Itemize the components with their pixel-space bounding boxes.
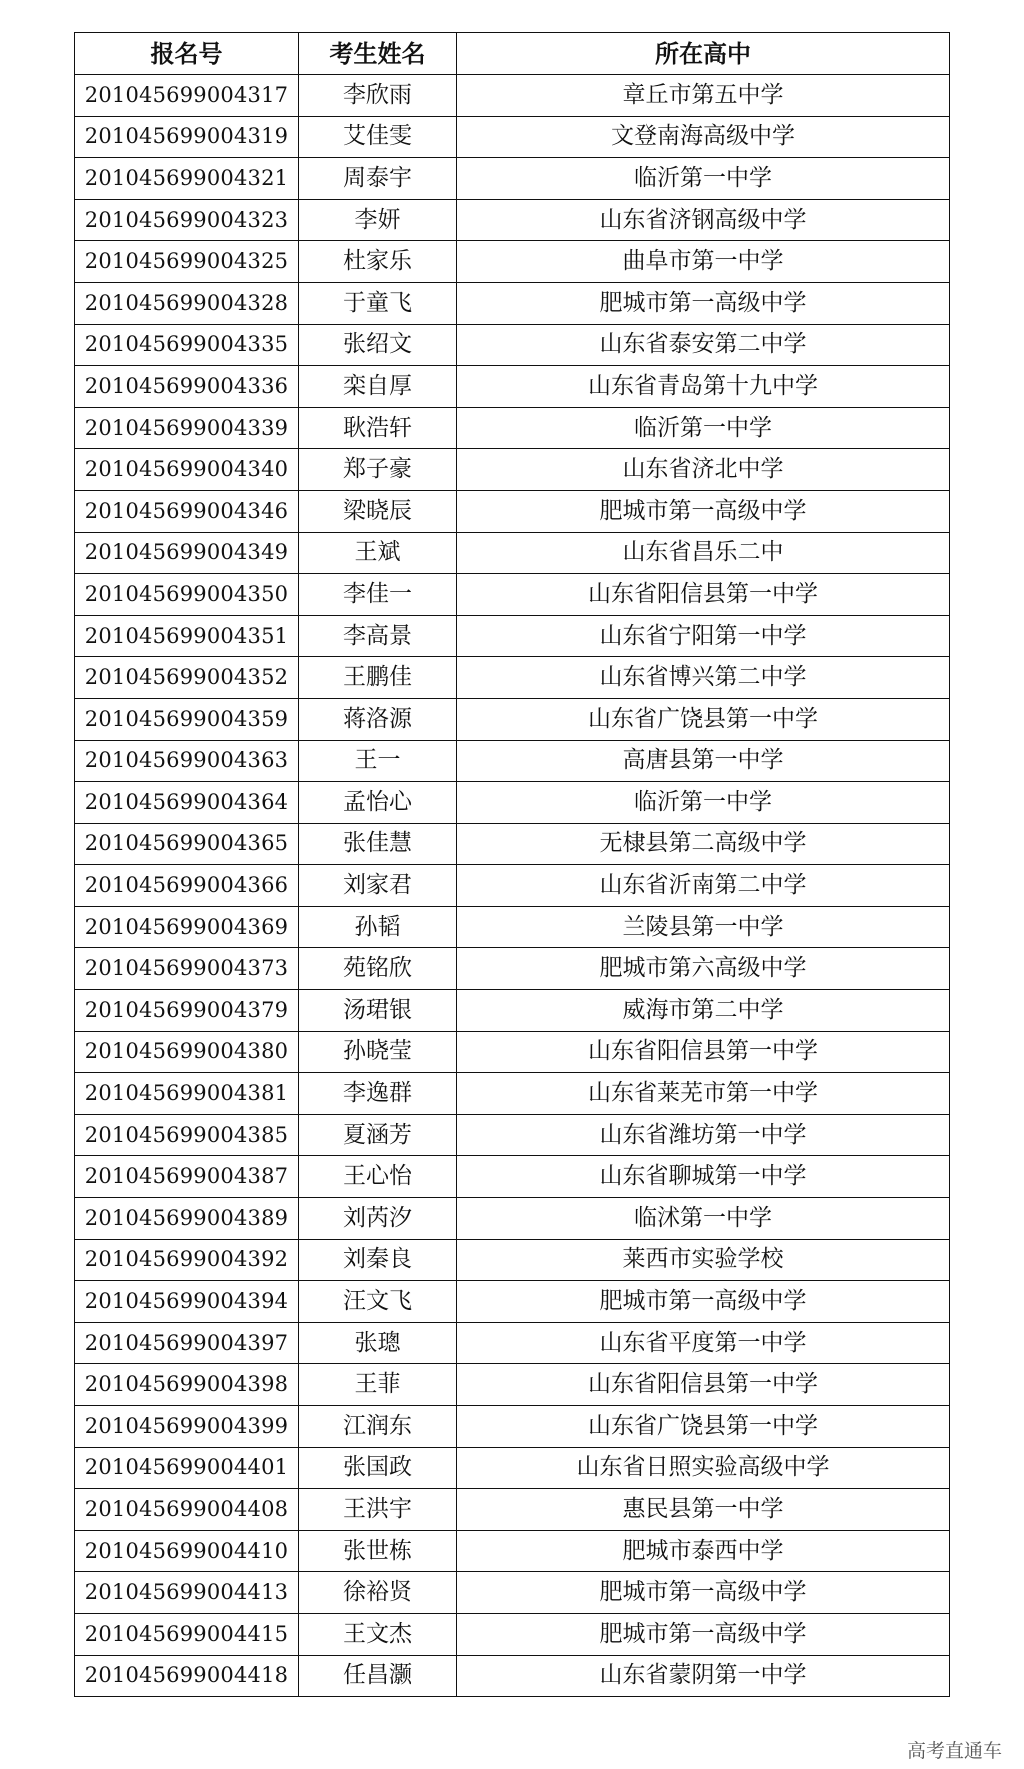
cell-student-name: 孟怡心 (299, 782, 457, 824)
cell-registration-number: 201045699004321 (75, 158, 299, 200)
cell-high-school: 肥城市第一高级中学 (457, 1281, 950, 1323)
cell-student-name: 蒋洛源 (299, 698, 457, 740)
cell-registration-number: 201045699004346 (75, 490, 299, 532)
cell-high-school: 山东省昌乐二中 (457, 532, 950, 574)
cell-student-name: 王洪宇 (299, 1489, 457, 1531)
cell-student-name: 李佳一 (299, 574, 457, 616)
cell-student-name: 李逸群 (299, 1073, 457, 1115)
table-row (75, 698, 950, 740)
table-row (75, 407, 950, 449)
cell-high-school: 惠民县第一中学 (457, 1489, 950, 1531)
table-row (75, 158, 950, 200)
cell-registration-number: 201045699004365 (75, 823, 299, 865)
header-student-name: 考生姓名 (299, 33, 457, 75)
table-row (75, 1031, 950, 1073)
cell-registration-number: 201045699004317 (75, 75, 299, 117)
table-row (75, 657, 950, 699)
cell-registration-number: 201045699004328 (75, 282, 299, 324)
cell-student-name: 任昌灏 (299, 1655, 457, 1697)
cell-registration-number: 201045699004408 (75, 1489, 299, 1531)
cell-student-name: 李欣雨 (299, 75, 457, 117)
cell-student-name: 王菲 (299, 1364, 457, 1406)
cell-high-school: 肥城市第一高级中学 (457, 1572, 950, 1614)
cell-high-school: 山东省聊城第一中学 (457, 1156, 950, 1198)
cell-registration-number: 201045699004351 (75, 615, 299, 657)
cell-high-school: 山东省蒙阴第一中学 (457, 1655, 950, 1697)
table-row (75, 782, 950, 824)
cell-high-school: 肥城市第一高级中学 (457, 282, 950, 324)
cell-registration-number: 201045699004339 (75, 407, 299, 449)
cell-high-school: 山东省日照实验高级中学 (457, 1447, 950, 1489)
table-body (75, 75, 950, 1697)
cell-high-school: 山东省济北中学 (457, 449, 950, 491)
table-row (75, 865, 950, 907)
cell-student-name: 栾自厚 (299, 366, 457, 408)
cell-high-school: 肥城市泰西中学 (457, 1530, 950, 1572)
cell-registration-number: 201045699004387 (75, 1156, 299, 1198)
table-row (75, 532, 950, 574)
table-row (75, 906, 950, 948)
header-row (75, 33, 950, 75)
cell-high-school: 临沂第一中学 (457, 407, 950, 449)
cell-high-school: 山东省广饶县第一中学 (457, 698, 950, 740)
cell-registration-number: 201045699004413 (75, 1572, 299, 1614)
cell-registration-number: 201045699004350 (75, 574, 299, 616)
cell-high-school: 兰陵县第一中学 (457, 906, 950, 948)
table-row (75, 366, 950, 408)
cell-student-name: 王一 (299, 740, 457, 782)
cell-high-school: 无棣县第二高级中学 (457, 823, 950, 865)
cell-student-name: 刘家君 (299, 865, 457, 907)
header-registration-number: 报名号 (75, 33, 299, 75)
cell-registration-number: 201045699004397 (75, 1322, 299, 1364)
cell-student-name: 张国政 (299, 1447, 457, 1489)
cell-high-school: 肥城市第一高级中学 (457, 1613, 950, 1655)
cell-student-name: 张绍文 (299, 324, 457, 366)
document-sheet (74, 32, 949, 1697)
cell-high-school: 肥城市第一高级中学 (457, 490, 950, 532)
cell-registration-number: 201045699004373 (75, 948, 299, 990)
table-row (75, 1364, 950, 1406)
cell-registration-number: 201045699004352 (75, 657, 299, 699)
table-row (75, 990, 950, 1032)
table-row (75, 241, 950, 283)
header-high-school: 所在高中 (457, 33, 950, 75)
table-row (75, 574, 950, 616)
cell-registration-number: 201045699004392 (75, 1239, 299, 1281)
cell-high-school: 山东省广饶县第一中学 (457, 1406, 950, 1448)
cell-high-school: 山东省济钢高级中学 (457, 199, 950, 241)
cell-student-name: 夏涵芳 (299, 1114, 457, 1156)
table-header (75, 33, 950, 75)
cell-registration-number: 201045699004340 (75, 449, 299, 491)
cell-registration-number: 201045699004366 (75, 865, 299, 907)
table-row (75, 1322, 950, 1364)
table-row (75, 1530, 950, 1572)
table-row (75, 823, 950, 865)
cell-student-name: 李妍 (299, 199, 457, 241)
cell-registration-number: 201045699004380 (75, 1031, 299, 1073)
cell-registration-number: 201045699004379 (75, 990, 299, 1032)
cell-student-name: 汪文飞 (299, 1281, 457, 1323)
cell-registration-number: 201045699004323 (75, 199, 299, 241)
cell-high-school: 文登南海高级中学 (457, 116, 950, 158)
table-row (75, 1655, 950, 1697)
cell-student-name: 张璁 (299, 1322, 457, 1364)
cell-high-school: 山东省沂南第二中学 (457, 865, 950, 907)
cell-student-name: 江润东 (299, 1406, 457, 1448)
cell-student-name: 梁晓辰 (299, 490, 457, 532)
cell-student-name: 张世栋 (299, 1530, 457, 1572)
cell-student-name: 王文杰 (299, 1613, 457, 1655)
cell-high-school: 山东省阳信县第一中学 (457, 1364, 950, 1406)
cell-registration-number: 201045699004349 (75, 532, 299, 574)
cell-student-name: 苑铭欣 (299, 948, 457, 990)
table-row (75, 490, 950, 532)
cell-registration-number: 201045699004410 (75, 1530, 299, 1572)
cell-student-name: 耿浩轩 (299, 407, 457, 449)
cell-registration-number: 201045699004364 (75, 782, 299, 824)
table-row (75, 75, 950, 117)
table-row (75, 740, 950, 782)
cell-registration-number: 201045699004319 (75, 116, 299, 158)
cell-high-school: 山东省青岛第十九中学 (457, 366, 950, 408)
cell-student-name: 孙晓莹 (299, 1031, 457, 1073)
cell-registration-number: 201045699004385 (75, 1114, 299, 1156)
cell-student-name: 艾佳雯 (299, 116, 457, 158)
cell-registration-number: 201045699004335 (75, 324, 299, 366)
cell-high-school: 莱西市实验学校 (457, 1239, 950, 1281)
cell-registration-number: 201045699004398 (75, 1364, 299, 1406)
cell-registration-number: 201045699004363 (75, 740, 299, 782)
watermark-text: 高考直通车 (906, 1740, 1002, 1762)
cell-high-school: 山东省平度第一中学 (457, 1322, 950, 1364)
table-row (75, 199, 950, 241)
cell-registration-number: 201045699004369 (75, 906, 299, 948)
table-row (75, 615, 950, 657)
table-row (75, 1073, 950, 1115)
cell-student-name: 徐裕贤 (299, 1572, 457, 1614)
cell-registration-number: 201045699004359 (75, 698, 299, 740)
cell-high-school: 山东省宁阳第一中学 (457, 615, 950, 657)
cell-high-school: 临沭第一中学 (457, 1198, 950, 1240)
cell-registration-number: 201045699004399 (75, 1406, 299, 1448)
table-row (75, 282, 950, 324)
cell-student-name: 王鹏佳 (299, 657, 457, 699)
table-row (75, 1406, 950, 1448)
cell-student-name: 王心怡 (299, 1156, 457, 1198)
cell-high-school: 山东省莱芜市第一中学 (457, 1073, 950, 1115)
table-row (75, 1281, 950, 1323)
cell-high-school: 威海市第二中学 (457, 990, 950, 1032)
table-row (75, 1156, 950, 1198)
cell-student-name: 王斌 (299, 532, 457, 574)
cell-high-school: 临沂第一中学 (457, 782, 950, 824)
cell-high-school: 山东省阳信县第一中学 (457, 1031, 950, 1073)
cell-high-school: 章丘市第五中学 (457, 75, 950, 117)
cell-registration-number: 201045699004325 (75, 241, 299, 283)
cell-student-name: 杜家乐 (299, 241, 457, 283)
cell-student-name: 孙韬 (299, 906, 457, 948)
cell-student-name: 于童飞 (299, 282, 457, 324)
cell-student-name: 张佳慧 (299, 823, 457, 865)
cell-high-school: 高唐县第一中学 (457, 740, 950, 782)
table-row (75, 1239, 950, 1281)
cell-registration-number: 201045699004336 (75, 366, 299, 408)
table-row (75, 1198, 950, 1240)
cell-high-school: 山东省阳信县第一中学 (457, 574, 950, 616)
cell-high-school: 山东省潍坊第一中学 (457, 1114, 950, 1156)
cell-registration-number: 201045699004381 (75, 1073, 299, 1115)
cell-student-name: 汤珺银 (299, 990, 457, 1032)
cell-registration-number: 201045699004394 (75, 1281, 299, 1323)
cell-student-name: 周泰宇 (299, 158, 457, 200)
table-row (75, 449, 950, 491)
table-row (75, 324, 950, 366)
roster-table (74, 32, 950, 1697)
table-row (75, 1489, 950, 1531)
cell-student-name: 李高景 (299, 615, 457, 657)
cell-student-name: 刘芮汐 (299, 1198, 457, 1240)
cell-student-name: 郑子豪 (299, 449, 457, 491)
cell-high-school: 山东省泰安第二中学 (457, 324, 950, 366)
cell-registration-number: 201045699004401 (75, 1447, 299, 1489)
table-row (75, 1572, 950, 1614)
cell-student-name: 刘秦良 (299, 1239, 457, 1281)
table-row (75, 116, 950, 158)
cell-high-school: 肥城市第六高级中学 (457, 948, 950, 990)
table-row (75, 948, 950, 990)
cell-registration-number: 201045699004415 (75, 1613, 299, 1655)
cell-registration-number: 201045699004418 (75, 1655, 299, 1697)
cell-high-school: 山东省博兴第二中学 (457, 657, 950, 699)
cell-high-school: 曲阜市第一中学 (457, 241, 950, 283)
table-row (75, 1114, 950, 1156)
table-row (75, 1447, 950, 1489)
cell-high-school: 临沂第一中学 (457, 158, 950, 200)
table-row (75, 1613, 950, 1655)
cell-registration-number: 201045699004389 (75, 1198, 299, 1240)
